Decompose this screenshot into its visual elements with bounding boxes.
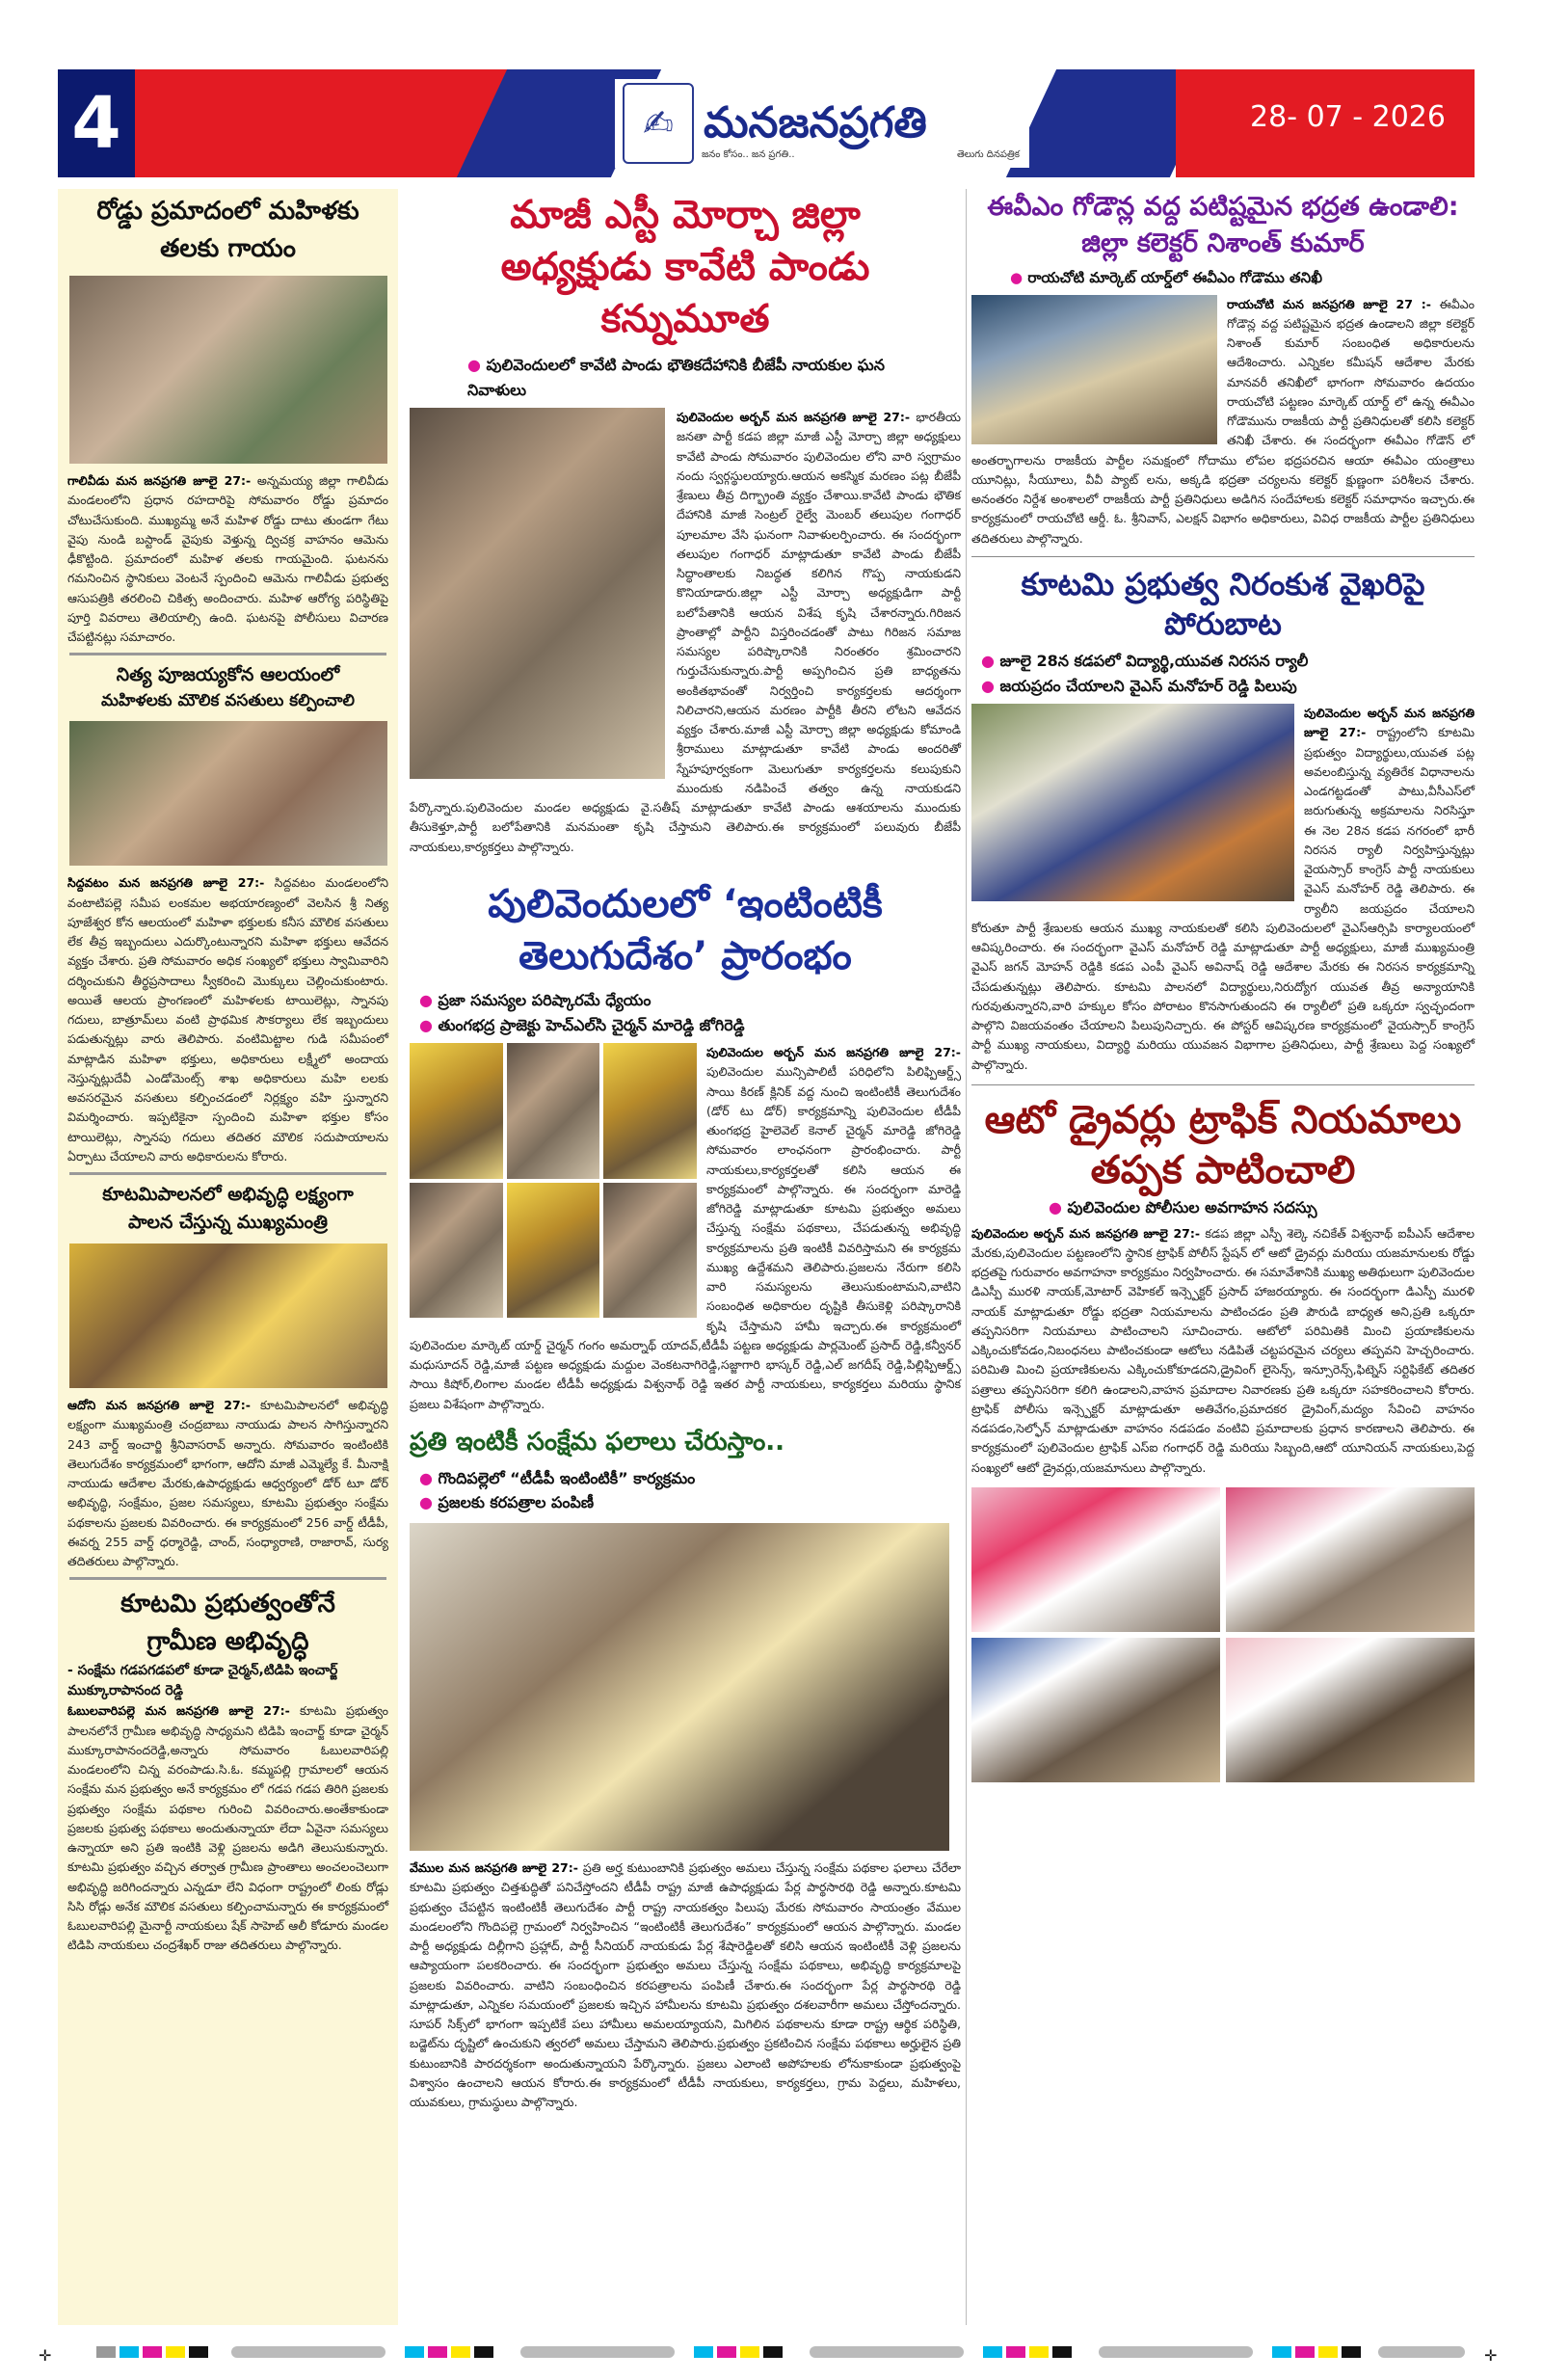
color-swatch	[96, 2346, 116, 2358]
registration-mark-icon: ✛	[39, 2346, 52, 2365]
left-story1-dateline: గాలివీడు మన జనప్రగతి జూలై 27:-	[67, 473, 252, 488]
logo-title: మనజనప్రగతి	[704, 98, 927, 147]
mid-story1-bullet	[410, 353, 961, 402]
color-swatch	[428, 2346, 447, 2358]
color-swatch	[1318, 2346, 1338, 2358]
color-swatch	[1052, 2346, 1072, 2358]
logo-emblem-icon: ✍	[623, 83, 694, 164]
mid-story3-bullet2-text: ప్రజలకు కరపత్రాల పంపిణీ	[438, 1493, 595, 1512]
left-story4-text: కూటమి ప్రభుత్వం పాలనలోనే గ్రామీణ అభివృద్ధి సాధ్యమని టిడిపి ఇంచార్జ్ కూడా చైర్మన్ ముక్కూరాపానందరెడ్డి,అన్నారు సోమవారం ఓబులవారిపల్లి మండలంలోని చిన్న వరంపాడు.సి.ఓ. కమ్మపల్లి గ్రామాలలో ఆయన సంక్షేమ మన ప్రభుత్వం అనే కార్యక్రమం లో గడప గడప తిరిగి ప్రజలకు ప్రభుత్వం సంక్షేమ పథకాల గురించి వివరించారు.అంతేకాకుండా ప్రజలకు ప్రభుత్వ పథకాలు అందుతున్నాయా లేదా ఏవైనా సమస్యలు ఉన్నాయా అని ప్రతి ఇంటికి వెళ్లి ప్రజలను అడిగి తెలుసుకున్నారు. కూటమి ప్రభుత్వం వచ్చిన తర్వాత గ్రామీణ ప్రాంతాలు అంచలంచెలుగా అభివృద్ధి జరిగిందన్నారు ఎన్నడూ లేని విధంగా రాష్ట్రంలో లింకు రోడ్లు సిసి రోడ్లు అనేక మౌలిక వసతులు కల్పించామన్నారు ఈ కార్యక్రమంలో ఓబులవారిపల్లి మైనార్టీ నాయకులు షేక్ సాహెబ్ ఆలీ కోడూరు మండల టిడిపి నాయకులు చంద్రశేఖర్ రాజు తదితరులు పాల్గొన్నారు.	[67, 1703, 388, 1953]
left-story3-headline: కూటమిపాలనలో అభివృద్ధి లక్ష్యంగా పాలన చేస్తున్న ముఖ్యమంత్రి	[102, 1184, 354, 1233]
color-swatch	[1295, 2346, 1315, 2358]
right-story1-dateline: రాయచోటి మన జనప్రగతి జూలై 27 :-	[1227, 296, 1431, 311]
mid-story3-bullet1-text: గొందిపల్లెలో “టీడీపీ ఇంటింటికీ” కార్యక్రమం	[438, 1468, 696, 1487]
color-swatch	[763, 2346, 783, 2358]
mid-story3-photo	[410, 1523, 949, 1851]
right-story3-photo-3	[971, 1638, 1220, 1782]
bullet-dot-icon: ●	[1049, 1197, 1062, 1217]
issue-date: 28- 07 - 2026	[1250, 100, 1446, 134]
mid-story2-bullet1-text: ప్రజా సమస్యల పరిష్కారమే ధ్యేయం	[438, 990, 651, 1009]
mid-story1-headline: మాజీ ఎస్టీ మోర్చా జిల్లా అధ్యక్షుడు కావేటి పాండు కన్నుమూత	[500, 193, 870, 341]
left-story3-text: కూటమిపాలనలో అభివృద్ధి లక్ష్యంగా ముఖ్యమంత్రి చంద్రబాబు నాయుడు పాలన సాగిస్తున్నారని 243 వార్డ్ ఇంచార్జి శ్రీనివాసరావ్ అన్నారు. సోమవారం ఇంటింటికి తెలుగుదేశం కార్యక్రమంలో భాగంగా, ఆదోని మాజీ ఎమ్మెల్యే కే. మీనాక్షి నాయుడు ఆదేశాల మేరకు,ఉపాధ్యక్షుడు ఆధ్వర్యంలో డోర్ టూ డోర్ అభివృద్ధి, సంక్షేమం, ప్రజల సమస్యలు, కూటమి ప్రభుత్వం సంక్షేమ పథకాలను ప్రజలకు వివరించారు. ఈ కార్యక్రమంలో 256 వార్డ్ టీడీపీ, ఈవర్న 255 వార్డ్ ధర్మారెడ్డి, చాంద్, సంధ్యారాణి, రాజారావ్, సుర్య తదితరులు పాల్గొన్నారు.	[67, 1398, 388, 1568]
mid-story2-photo-5	[507, 1183, 600, 1319]
print-registration-bar	[39, 2342, 1503, 2365]
bullet-dot-icon: ●	[419, 1015, 433, 1034]
color-swatch	[1272, 2346, 1291, 2358]
right-story2-bullet2	[971, 674, 1475, 699]
right-story3-photo-2	[1226, 1487, 1475, 1632]
mid-story3-text: ప్రతి అర్హ కుటుంబానికి ప్రభుత్వం అమలు చేస్తున్న సంక్షేమ పథకాల ఫలాలు చేరేలా కూటమి ప్రభుత్వం చిత్తశుద్ధితో పనిచేస్తోందని టీడీపీ రాష్ట్ర మాజీ ఉపాధ్యక్షుడు పేర్ల పార్థసారథి రెడ్డి అన్నారు.కూటమి ప్రభుత్వం చేపట్టిన ఇంటింటికీ తెలుగుదేశం పార్టీ రాష్ట్ర నాయకత్వం పిలుపు మేరకు సోమవారం సాయంత్రం వేముల మండలంలోని గొందిపల్లె గ్రామంలో నిర్వహించిన “ఇంటింటికీ తెలుగుదేశం” కార్యక్రమంలో ఆయన పాల్గొన్నారు. మండల పార్టీ అధ్యక్షుడు దిల్లీగాని ప్రహ్లాద్, పార్టీ సీనియర్ నాయకుడు పేర్ల శేషారెడ్డిలతో కలిసి ఆయన ఇంటింటికీ వెళ్లి ప్రజలను ఆప్యాయంగా పలకరించారు. ఈ సందర్భంగా ప్రభుత్వం అమలు చేస్తున్న సంక్షేమ పథకాలు, అభివృద్ధి కార్యక్రమాలపై ప్రజలకు వివరించారు. వాటిని సంబంధించిన కరపత్రాలను పంపిణీ చేశారు.ఈ సందర్భంగా పేర్ల పార్థసారథి రెడ్డి మాట్లాడుతూ, ఎన్నికల సమయంలో ప్రజలకు ఇచ్చిన హామీలను కూటమి ప్రభుత్వం దశలవారీగా అమలు చేస్తోందన్నారు. సూపర్ సిక్స్‌లో భాగంగా ఇప్పటికే పలు హామీలు అమలయ్యాయని, మిగిలిన పథకాలను కూడా రాష్ట్ర ఆర్థిక పరిస్థితి, బడ్జెట్‌ను దృష్టిలో ఉంచుకుని త్వరలో అమలు చేస్తామని తెలిపారు.ప్రభుత్వం ప్రకటించిన సంక్షేమ పథకాలు అర్హులైన ప్రతి కుటుంబానికి పారదర్శకంగా అందుతున్నాయని పేర్కొన్నారు. ప్రజలు ఎలాంటి అపోహలకు లోనుకాకుండా ప్రభుత్వంపై విశ్వాసం ఉంచాలని ఆయన కోరారు.ఈ కార్యక్రమంలో టీడీపీ నాయకులు, కార్యకర్తలు, గ్రామ పెద్దలు, మహిళలు, యువకులు, గ్రామస్థులు పాల్గొన్నారు.	[410, 1860, 961, 2110]
bullet-dot-icon: ●	[419, 1468, 433, 1487]
left-story1-text: అన్నమయ్య జిల్లా గాలివీడు మండలంలోని ప్రధాన రహదారిపై సోమవారం రోడ్డు ప్రమాదం చోటుచేసుకుంది. ముఖ్యమ్మ అనే మహిళ రోడ్డు దాటు తుండగా గేటు వైపు నుండి బస్టాండ్ వైపుకు వెళ్తున్న ద్విచక్ర వాహనం ఆమెను ఢీకొట్టింది. ప్రమాదంలో మహిళ తలకు గాయమైంది. ఘటనను గమనించిన స్థానికులు వెంటనే స్పందించి ఆమెను గాలివీడు ప్రభుత్వ ఆసుపత్రికి తరలించి చికిత్స అందించారు. మహిళ ఆరోగ్య పరిస్థితిపై పూర్తి వివరాలు తెలియాల్సి ఉంది. ఘటనపై పోలీసులు విచారణ చేపట్టినట్లు సమాచారం.	[67, 473, 389, 644]
left-story2-text: సిద్దవటం మండలంలోని వంటాటిపల్లె సమీప లంకమల అభయారణ్యంలో వెలసిన శ్రీ నిత్య పూజేశ్వర కోన ఆలయంలో మహిళా భక్తులకు కనీస మౌలిక వసతులు లేక తీవ్ర ఇబ్బందులు ఎదుర్కొంటున్నారని మహిళా భక్తులు ఆవేదన వ్యక్తం చేశారు. ప్రతి సోమవారం అధిక సంఖ్యలో భక్తులు స్వామివారిని దర్శించుకుని తీర్థప్రసాదాలు స్వీకరించి మొక్కులు చెల్లించుకుంటారు. అయితే ఆలయ ప్రాంగణంలో మహిళలకు టాయిలెట్లు, స్నానపు గదులు, బాత్రూమ్‌లు వంటి ప్రాథమిక సౌకర్యాలు లేక ఇబ్బందులు పడుతున్నట్లు వారు తెలిపారు. వంటిమిట్టాల గుడి సమీపంలో మాట్లాడిన మహిళా భక్తులు, అధికారులు లక్ష్మీలో అందాయ నెస్తున్నట్లుదేవీ ఎండోమెంట్స్ శాఖ అధికారులు మహి లలకు అవసరమైన వసతులు కల్పించడంలో నిర్లక్ష్యం వహి స్తున్నారని విమర్శించారు. ఇప్పటికైనా స్పందించి మహిళా భక్తుల కోసం టాయిలెట్లు, స్నానపు గదులు తదితర మౌలిక సదుపాయాలను ఏర్పాటు చేయాలని వారు అధికారులను కోరారు.	[67, 875, 388, 1163]
mid-story2-bullet2-text: తుంగభద్ర ప్రాజెక్టు హెచ్‌ఎల్‌సి చైర్మన్ మారెడ్డి జోగిరెడ్డి	[438, 1015, 745, 1034]
bullet-dot-icon: ●	[467, 356, 481, 374]
mid-story1-dateline: పులివెందుల అర్బన్ మన జనప్రగతి జూలై 27:-	[677, 410, 911, 425]
mid-story1-bullet-text: పులివెందులలో కావేటి పాండు భౌతికదేహానికి బీజేపీ నాయకుల ఘన నివాళులు	[467, 356, 885, 399]
right-story2-bullet1	[971, 649, 1475, 674]
right-story1-headline: ఈవీఎం గోడౌన్ల వద్ద పటిష్టమైన భద్రత ఉండాలి: జిల్లా కలెక్టర్ నిశాంత్ కుమార్	[987, 192, 1459, 258]
right-story3-body	[971, 1224, 1475, 1478]
left-story2-headline: నిత్య పూజయ్యకోన ఆలయంలో	[116, 664, 340, 686]
left-story3-photo	[69, 1243, 387, 1388]
right-story1-bullet	[971, 266, 1475, 289]
bullet-dot-icon: ●	[1010, 268, 1024, 286]
right-story3-dateline: పులివెందుల అర్బన్ మన జనప్రగతి జూలై 27:-	[971, 1225, 1201, 1241]
mid-story2-photo-1	[410, 1043, 503, 1179]
mid-story2-bullet2	[410, 1013, 961, 1038]
mid-story3-headline: ప్రతి ఇంటికీ సంక్షేమ ఫలాలు చేరుస్తాం..	[410, 1427, 785, 1457]
right-story3-photos	[971, 1487, 1475, 1782]
mid-story2-photos	[410, 1043, 697, 1318]
right-story3-headline: ఆటో డ్రైవర్లు ట్రాఫిక్ నియమాలు తప్పక పాటించాలి	[984, 1097, 1462, 1192]
color-swatch	[740, 2346, 759, 2358]
mid-story2-dateline: పులివెందుల అర్బన్ మన జనప్రగతి జూలై 27:-	[706, 1045, 961, 1060]
mid-story3-bullet2	[410, 1490, 961, 1515]
logo-tagline-right: తెలుగు దినపత్రిక	[956, 149, 1020, 160]
color-swatch	[1029, 2346, 1049, 2358]
right-story2-text: రాష్ట్రంలోని కూటమి ప్రభుత్వం విద్యార్థులు,యువత పట్ల అవలంబిస్తున్న వ్యతిరేక విధానాలను ఎండగట్టడంతో పాటు,వీసీఎస్‌లో జరుగుతున్న అక్రమాలను నిరసిస్తూ ఈ నెల 28న కడప నగరంలో భారీ నిరసన ర్యాలీ నిర్వహిస్తున్నట్లు వైయస్సార్ కాంగ్రెస్ పార్టీ నాయకులు వైఎస్ మనోహర్ రెడ్డి తెలిపారు. ఈ ర్యాలీని జయప్రదం చేయాలని కోరుతూ పార్టీ శ్రేణులకు ఆయన ముఖ్య నాయకులతో కలిసి పులివెందులలో వైఎస్ఆర్సిపి కార్యాలయంలో ఆవిష్కరించారు. ఈ సందర్భంగా వైఎస్ మనోహర్ రెడ్డి మాట్లాడుతూ పార్టీ అధ్యక్షులు, మాజీ ముఖ్యమంత్రి వైఎస్ జగన్ మోహన్ రెడ్డికి కడప ఎంపీ వైఎస్ అవినాష్ రెడ్డి ఆదేశాల మేరకు ఈ నిరసన కార్యక్రమాన్ని చేపడుతున్నట్లు తెలిపారు. కూటమి పాలనలో విద్యార్థులు,నిరుద్యోగ యువత తీవ్ర అన్యాయానికి గురవుతున్నారని,వారి హక్కుల కోసం పోరాటం కొనసాగుతుందని ఈ ర్యాలీలో ప్రతి ఒక్కరూ స్వచ్ఛందంగా పాల్గొని విజయవంతం చేయాలని పిలుపునిచ్చారు. ఈ పోస్టర్ ఆవిష్కరణ కార్యక్రమంలో వైయస్సార్ కాంగ్రెస్ పార్టీ ముఖ్య నాయకులు, విద్యార్థి మరియు యువజన విభాగాల ప్రతినిధులు, పార్టీ శ్రేణులు పెద్ద సంఖ్యలో పాల్గొన్నారు.	[971, 725, 1475, 1072]
mid-story2-photo-6	[603, 1183, 697, 1319]
mid-story2-bullet1	[410, 988, 961, 1013]
divider	[69, 1172, 386, 1175]
mid-story2-text: పులివెందుల మున్సిపాలిటీ పరిధిలోని పిలిఫ్పిఆర్డ్స్ సాయి కిరణ్ క్లినిక్ వద్ద నుంచి ఇంటింటికీ తెలుగుదేశం (డోర్ టు డోర్) కార్యక్రమాన్ని పులివెందుల టీడీపీ తుంగభద్ర హైలెవెల్ కెనాల్ చైర్మన్ మారెడ్డి జోగిరెడ్డి సోమవారం లాంఛనంగా ప్రారంభించారు. పార్టీ నాయకులు,కార్యకర్తలతో కలిసి ఆయన ఈ కార్యక్రమంలో పాల్గొన్నారు. ఈ సందర్భంగా మారెడ్డి జోగిరెడ్డి మాట్లాడుతూ కూటమి ప్రభుత్వం అమలు చేస్తున్న సంక్షేమ పథకాలు, చేపడుతున్న అభివృద్ధి కార్యక్రమాలను ప్రతి ఇంటికీ వివరిస్తామని ఈ కార్యక్రమ ముఖ్య ఉద్దేశమని తెలిపారు.ప్రజలను నేరుగా కలిసి వారి సమస్యలను తెలుసుకుంటామని,వాటిని సంబంధిత అధికారుల దృష్టికి తీసుకెళ్లి పరిష్కారానికి కృషి చేస్తామని హామీ ఇచ్చారు.ఈ కార్యక్రమంలో పులివెందుల మార్కెట్ యార్డ్ చైర్మన్ గంగం అమర్నాథ్ యాదవ్,టీడీపీ పట్టణ అధ్యక్షుడు పార్లమెంట్ ప్రసాద్ రెడ్డి,కన్వీనర్ మధుసూదన్ రెడ్డి,మాజీ పట్టణ అధ్యక్షుడు మద్దుల వెంకటనాగిరెడ్డి,సజ్జాగారి భాస్కర్ రెడ్డి,ఎల్ జగదీష్ రెడ్డి,పిల్లిఫ్పిఆర్డ్స్ సాయి కిషోర్,లింగాల మండల టీడీపీ అధ్యక్షుడు విశ్వనాథ్ రెడ్డి ఇతర పార్టీ నాయకులు, కార్యకర్తలు మరియు స్థానిక ప్రజలు విశేషంగా పాల్గొన్నారు.	[410, 1064, 961, 1411]
mid-story1-text: భారతీయ జనతా పార్టీ కడప జిల్లా మాజీ ఎస్టీ మోర్చా జిల్లా అధ్యక్షులు కావేటి పాండు సోమవారం పులివెందుల లోని వారి స్వగ్రామం నందు స్వర్గస్థులయ్యారు.ఆయన అకస్మిక మరణం పట్ల బీజేపీ శ్రేణులు తీవ్ర దిగ్భ్రాంతి వ్యక్తం చేశాయి.కావేటి పాండు భౌతిక దేహానికి మాజీ సెంట్రల్ రైల్వే మెంబర్ తలుపుల గంగాధర్ పూలమాల వేసి ఘనంగా నివాళులర్పించారు. ఈ సందర్భంగా తలుపుల గంగాధర్ మాట్లాడుతూ కావేటి పాండు బీజేపీ సిద్ధాంతాలకు నిబద్ధత కలిగిన గొప్ప నాయకుడని కొనియాడారు.జిల్లా ఎస్టీ మోర్చా అధ్యక్షుడిగా పార్టీ బలోపేతానికి ఆయన విశేష కృషి చేశారన్నారు.గిరిజన ప్రాంతాల్లో పార్టీని విస్తరించడంతో పాటు గిరిజన సమాజ సమస్యల పరిష్కారానికి నిరంతరం శ్రమించారని గుర్తుచేసుకున్నారు.పార్టీ అప్పగించిన ప్రతి బాధ్యతను అంకితభావంతో నిర్వర్తించి కార్యకర్తలకు ఆదర్శంగా నిలిచారని,ఆయన మరణం పార్టీకి తీరని లోటని ఆవేదన వ్యక్తం చేశారు.మాజీ ఎస్టీ మోర్చా జిల్లా అధ్యక్షుడు కోమాండి శ్రీరాములు మాట్లాడుతూ కావేటి పాండు అందరితో స్నేహపూర్వకంగా మెలుగుతూ కార్యకర్తలను కలుపుకుని ముందుకు నడిపించే తత్వం ఉన్న నాయకుడని పేర్కొన్నారు.పులివెందుల మండల అధ్యక్షుడు వై.సతీష్ మాట్లాడుతూ కావేటి పాండు ఆశయాలను ముందుకు తీసుకెళ్తూ,పార్టీ బలోపేతానికి మనమంతా కృషి చేస్తామని తెలిపారు.ఈ కార్యక్రమంలో పలువురు బీజేపీ నాయకులు,కార్యకర్తలు పాల్గొన్నారు.	[410, 410, 961, 854]
bullet-dot-icon: ●	[981, 652, 995, 671]
right-story3-photo-4	[1226, 1638, 1475, 1782]
mid-story2-photo-4	[410, 1183, 503, 1319]
left-story1-photo	[69, 276, 387, 464]
left-story3-dateline: ఆదోని మన జనప్రగతి జూలై 27:-	[67, 1398, 251, 1412]
gray-scale-bar	[1378, 2346, 1465, 2358]
color-swatch	[451, 2346, 470, 2358]
right-story3-bullet-text: పులివెందుల పోలీసుల అవగాహన సదస్సు	[1067, 1197, 1317, 1217]
color-swatch	[189, 2346, 208, 2358]
mid-story3-dateline: వేముల మన జనప్రగతి జూలై 27:-	[410, 1860, 578, 1876]
color-swatch	[1006, 2346, 1025, 2358]
left-story1-headline: రోడ్డు ప్రమాదంలో మహిళకు తలకు గాయం	[96, 197, 359, 263]
gray-scale-bar	[810, 2346, 964, 2358]
bullet-dot-icon: ●	[419, 1493, 433, 1512]
right-story3-bullet	[971, 1195, 1475, 1220]
left-story2-subhead: మహిళలకు మౌలిక వసతులు కల్పించాలి	[101, 690, 355, 710]
middle-column	[410, 189, 961, 2325]
right-story2-bullet1-text: జూలై 28న కడపలో విద్యార్థి,యువత నిరసన ర్యాలీ	[999, 652, 1309, 671]
color-swatch	[694, 2346, 713, 2358]
mid-story2-headline: పులివెందులలో ‘ఇంటింటికీ తెలుగుదేశం’ ప్రారంభం	[488, 881, 883, 978]
color-swatch	[405, 2346, 424, 2358]
color-swatch	[143, 2346, 162, 2358]
divider	[69, 653, 386, 655]
left-story2-dateline: సిద్దవటం మన జనప్రగతి జూలై 27:-	[67, 875, 265, 891]
bullet-dot-icon: ●	[419, 990, 433, 1009]
left-story3-body	[58, 1396, 398, 1571]
mid-story2-photo-3	[603, 1043, 697, 1179]
right-story1-photo	[971, 295, 1217, 444]
left-story4-headline: కూటమి ప్రభుత్వంతోనే గ్రామీణ అభివృద్ధి	[120, 1590, 335, 1657]
color-swatch	[983, 2346, 1002, 2358]
right-story2-headline: కూటమి ప్రభుత్వ నిరంకుశ వైఖరిపై పోరుబాట	[1021, 565, 1425, 643]
masthead	[58, 69, 1475, 177]
left-story2-body	[58, 873, 398, 1166]
right-story1-bullet-text: రాయచోటి మార్కెట్ యార్డ్‌లో ఈవీఎం గోడౌము తనిఖీ	[1027, 268, 1322, 286]
color-swatch	[166, 2346, 185, 2358]
newspaper-logo	[615, 79, 1029, 168]
bullet-dot-icon: ●	[981, 676, 995, 695]
right-story2-dateline: పులివెందుల అర్బన్ మన జనప్రగతి జూలై 27:-	[1304, 706, 1475, 740]
gray-scale-bar	[1099, 2346, 1253, 2358]
color-swatch	[474, 2346, 493, 2358]
divider	[69, 1577, 386, 1580]
right-story3-photo-1	[971, 1487, 1220, 1632]
mid-story1-photo	[410, 408, 665, 779]
color-swatch	[717, 2346, 736, 2358]
color-swatch	[1342, 2346, 1361, 2358]
left-story4-dateline: ఓబులవారిపల్లె మన జనప్రగతి జూలై 27:-	[67, 1703, 290, 1719]
right-story3-text: కడప జిల్లా ఎస్పీ శెల్కె నచికేత్ విశ్వనాథ్ ఐపీఎస్ ఆదేశాల మేరకు,పులివెందుల పట్టణంలోని స్థానిక ట్రాఫిక్ పోలీస్ స్టేషన్ లో ఆటో డ్రైవర్లు మరియు యజమానులకు రోడ్డు భద్రతపై గురువారం అవగాహనా కార్యక్రమం నిర్వహించారు. ఈ సమావేశానికి ముఖ్య అతిథులుగా పులివెందుల డిఎస్పీ మురళి నాయక్,మోటార్ వెహికల్ ఇన్స్పెక్టర్ ప్రసాద్ హాజరయ్యారు. ఈ సందర్భంగా డిఎస్పీ మురళి నాయక్ మాట్లాడుతూ రోడ్డు భద్రతా నియమాలను పాటించడం ప్రతి పౌరుడి బాధ్యత అని,ప్రతి ఒక్కరూ తప్పనిసరిగా నియమాలు పాటించాలని సూచించారు. ఆటోలో పరిమితికి మించి ప్రయాణికులను ఎక్కించుకోవడం,నిబంధనలు పాటించకుండా ఆటోలు నడిపితే చట్టపరమైన చర్యలు తప్పవని హెచ్చరించారు. పరిమితి మించి ప్రయాణికులను ఎక్కించుకోకూడదని,డ్రైవింగ్ లైసెన్స్, ఇన్సూరెన్స్,ఫిట్నెస్ సర్టిఫికేట్ తదితర పత్రాలు తప్పనిసరిగా కలిగి ఉండాలని,వాహన ప్రమాదాల నివారణకు ప్రతి ఒక్కరూ సహకరించాలని కోరారు. ట్రాఫిక్ పోలీసు ఇన్స్పెక్టర్ మాట్లాడుతూ అతివేగం,ప్రమాదకర డ్రైవింగ్,మద్యం సేవించి వాహనం నడపడం,సెల్ఫోన్ మాట్లాడుతూ వాహనం నడపడం వంటివి ప్రమాదాలకు ప్రధాన కారణాలని తెలిపారు. ఈ కార్యక్రమంలో పులివెందుల ట్రాఫిక్ ఎస్ఐ గంగాధర్ రెడ్డి మరియు సిబ్బంది,ఆటో యూనియన్ నాయకులు,పెద్ద సంఖ్యలో ఆటో డ్రైవర్లు,యజమానులు పాల్గొన్నారు.	[971, 1225, 1475, 1475]
mid-story2-photo-2	[507, 1043, 600, 1179]
mid-story3-body	[410, 1859, 961, 2112]
page-number: 4	[58, 69, 135, 177]
right-story2-bullet2-text: జయప్రదం చేయాలని వైఎస్ మనోహర్ రెడ్డి పిలుపు	[999, 676, 1297, 695]
registration-mark-icon: ✛	[1484, 2346, 1498, 2365]
right-story1-text: ఈవీఎం గోడౌన్ల వద్ద పటిష్టమైన భద్రత ఉండాలని జిల్లా కలెక్టర్ నిశాంత్ కుమార్ సంబంధిత అధికారులను ఆదేశించారు. ఎన్నికల కమీషన్ ఆదేశాల మేరకు మానవరీ తనిఖీలో భాగంగా సోమవారం ఉదయం రాయచోటి పట్టణం మార్కెట్ యార్డ్ లో ఉన్న ఈవీఎం గోడౌమును రాజకీయ పార్టీ ప్రతినిధులతో కలిసి కలెక్టర్ తనిఖీ చేశారు. ఈ సందర్భంగా ఈవీఎం గోడౌన్ లో అంతర్భాగాలను రాజకీయ పార్టీల సమక్షంలో గోదాము లోపల భద్రపరచిన ఆయా ఈవీఎం యంత్రాలు యూనిట్లు, సీయూలు, వీవీ ప్యాట్ లను, అక్కడి భద్రతా చర్యలను కలెక్టర్ క్షుణ్ణంగా పరిశీలన చేశారు. అనంతరం నిర్దేశ అంశాలలో రాజకీయ పార్టీ ప్రతినిధులు అడిగిన సందేహాలకు కలెక్టర్ సమాధానం ఇచ్చారు.ఈ కార్యక్రమంలో రాయచోటి ఆర్డీ. ఓ. శ్రీనివాస్, ఎలక్షన్ విభాగం అధికారులు, వివిధ రాజకీయ పార్టీల ప్రతినిధులు తదితరులు పాల్గొన్నారు.	[971, 296, 1475, 546]
divider	[971, 556, 1475, 557]
left-story1-body	[58, 471, 398, 647]
logo-tagline: జనం కోసం.. జన ప్రగతి..	[702, 149, 795, 160]
left-column	[58, 189, 398, 2325]
column-rule	[966, 189, 967, 2325]
right-column	[971, 189, 1475, 2325]
divider	[971, 1084, 1475, 1085]
mid-story3-bullet1	[410, 1466, 961, 1491]
gray-scale-bar	[520, 2346, 675, 2358]
gray-scale-bar	[231, 2346, 386, 2358]
right-story2-photo	[971, 704, 1294, 901]
color-swatch	[120, 2346, 139, 2358]
left-story4-subhead: - సంక్షేమ గడపగడపలో కూడా చైర్మన్,టిడిపి ఇంచార్జ్ ముక్కూరాపానంద రెడ్డి	[67, 1663, 338, 1699]
left-story4-body	[58, 1701, 398, 1955]
left-story2-photo	[69, 721, 387, 866]
